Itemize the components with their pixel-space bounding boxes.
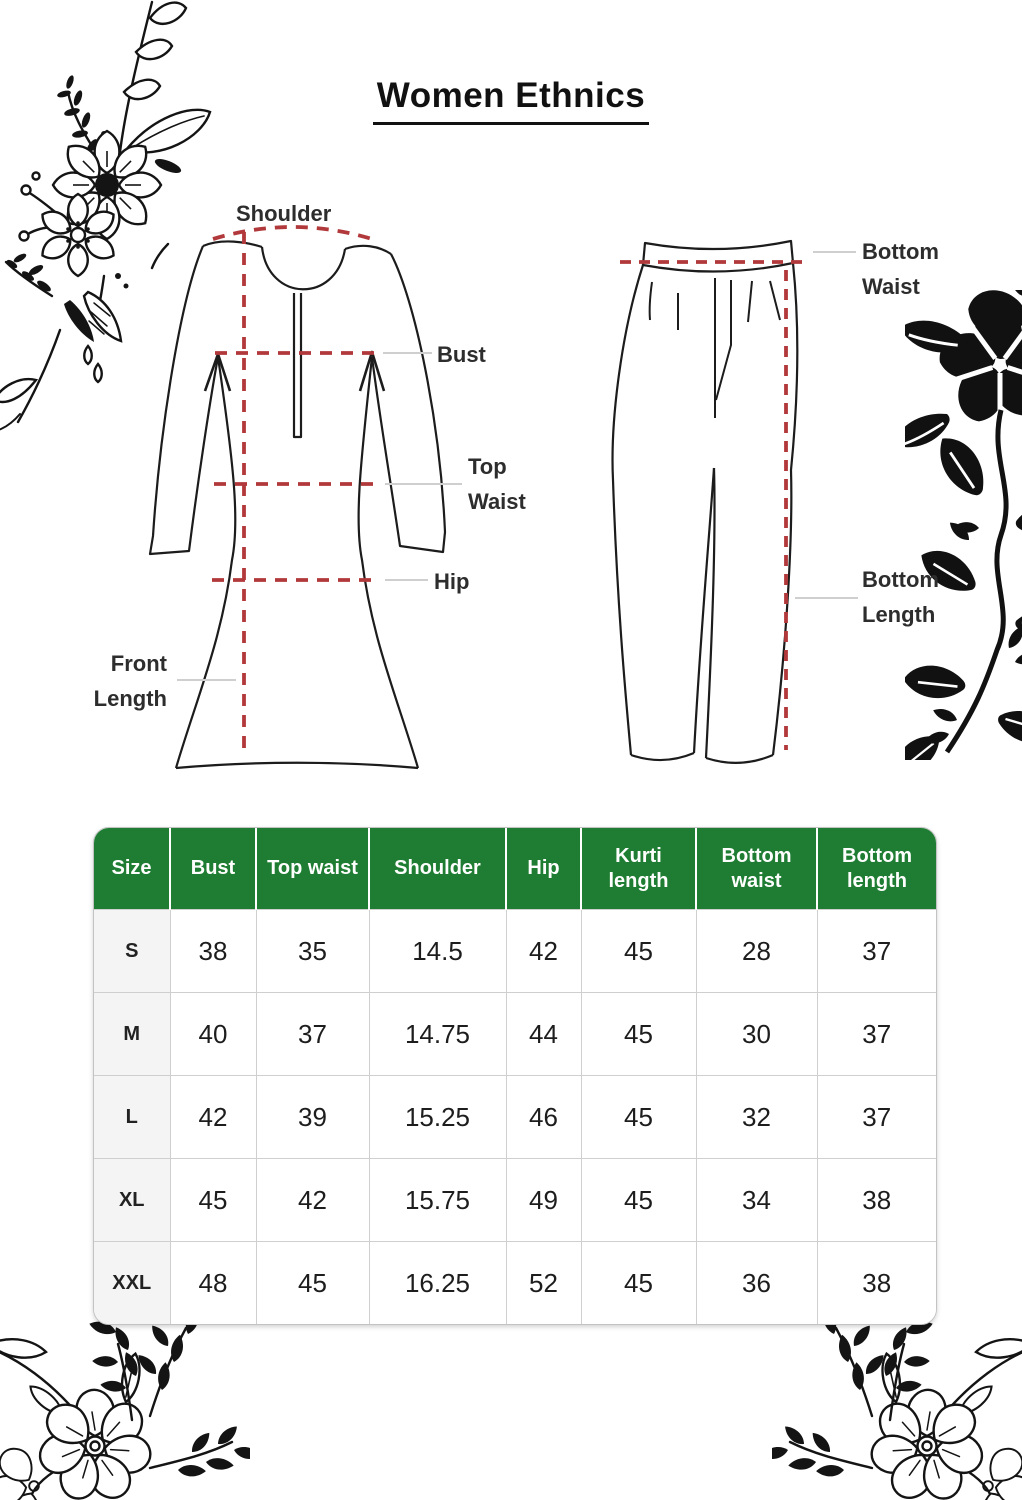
cell-bottom-length: 37 [817,1076,936,1159]
shoulder-measure-label: Shoulder [236,201,332,226]
cell-bust: 40 [170,993,256,1076]
column-header-kurti-length: Kurti length [581,828,696,910]
cell-bottom-length: 38 [817,1159,936,1242]
table-row-l [94,1076,936,1159]
pants-outline [613,241,798,763]
table-row-xl [94,1159,936,1242]
cell-bottom-waist: 30 [696,993,817,1076]
table-row-m [94,993,936,1076]
top-waist-measure-label: Top Waist [468,454,526,514]
cell-bottom-waist: 36 [696,1242,817,1325]
bottom-waist-measure-label: Bottom Waist [862,239,939,299]
cell-kurti-length: 45 [581,993,696,1076]
cell-shoulder: 15.75 [369,1159,506,1242]
cell-top-waist: 42 [256,1159,369,1242]
header-row [94,828,936,910]
cell-size: S [94,910,170,993]
cell-hip: 42 [506,910,581,993]
cell-size: XL [94,1159,170,1242]
cell-bottom-waist: 28 [696,910,817,993]
column-header-size: Size [94,828,170,910]
cell-kurti-length: 45 [581,910,696,993]
page-title: Women Ethnics [373,76,649,125]
page-title-wrap [0,76,1022,125]
size-chart-table [93,827,937,1325]
cell-hip: 49 [506,1159,581,1242]
column-header-bottom-waist: Bottom waist [696,828,817,910]
cell-bottom-length: 37 [817,910,936,993]
column-header-shoulder: Shoulder [369,828,506,910]
cell-size: XXL [94,1242,170,1325]
pants-leader-lines [795,252,858,598]
kurti-outline [150,241,445,768]
cell-bottom-waist: 32 [696,1076,817,1159]
cell-bottom-waist: 34 [696,1159,817,1242]
bottom-length-measure-label: Bottom Length [862,567,939,627]
cell-bust: 38 [170,910,256,993]
floral-bottom-left-decoration [0,1318,250,1500]
cell-top-waist: 35 [256,910,369,993]
cell-shoulder: 14.75 [369,993,506,1076]
cell-top-waist: 39 [256,1076,369,1159]
cell-bust: 42 [170,1076,256,1159]
floral-right-decoration [905,290,1022,760]
cell-bottom-length: 38 [817,1242,936,1325]
cell-bust: 48 [170,1242,256,1325]
cell-bust: 45 [170,1159,256,1242]
column-header-bust: Bust [170,828,256,910]
cell-shoulder: 14.5 [369,910,506,993]
cell-shoulder: 16.25 [369,1242,506,1325]
floral-bottom-right-decoration [772,1318,1022,1500]
cell-kurti-length: 45 [581,1159,696,1242]
column-header-hip: Hip [506,828,581,910]
hip-measure-label: Hip [434,569,470,594]
cell-size: M [94,993,170,1076]
column-header-bottom-length: Bottom length [817,828,936,910]
cell-bottom-length: 37 [817,993,936,1076]
cell-kurti-length: 45 [581,1242,696,1325]
table-row-xxl [94,1242,936,1325]
cell-kurti-length: 45 [581,1076,696,1159]
column-header-top-waist: Top waist [256,828,369,910]
pants-line-drawing [580,230,870,775]
table-row-s [94,910,936,993]
cell-size: L [94,1076,170,1159]
cell-hip: 52 [506,1242,581,1325]
cell-hip: 44 [506,993,581,1076]
cell-shoulder: 15.25 [369,1076,506,1159]
kurti-leader-lines [177,353,462,680]
front-length-measure-label: Front Length [93,651,167,711]
bust-measure-label: Bust [437,342,486,367]
cell-hip: 46 [506,1076,581,1159]
pants-measure-dashes [620,262,805,750]
cell-top-waist: 45 [256,1242,369,1325]
cell-top-waist: 37 [256,993,369,1076]
